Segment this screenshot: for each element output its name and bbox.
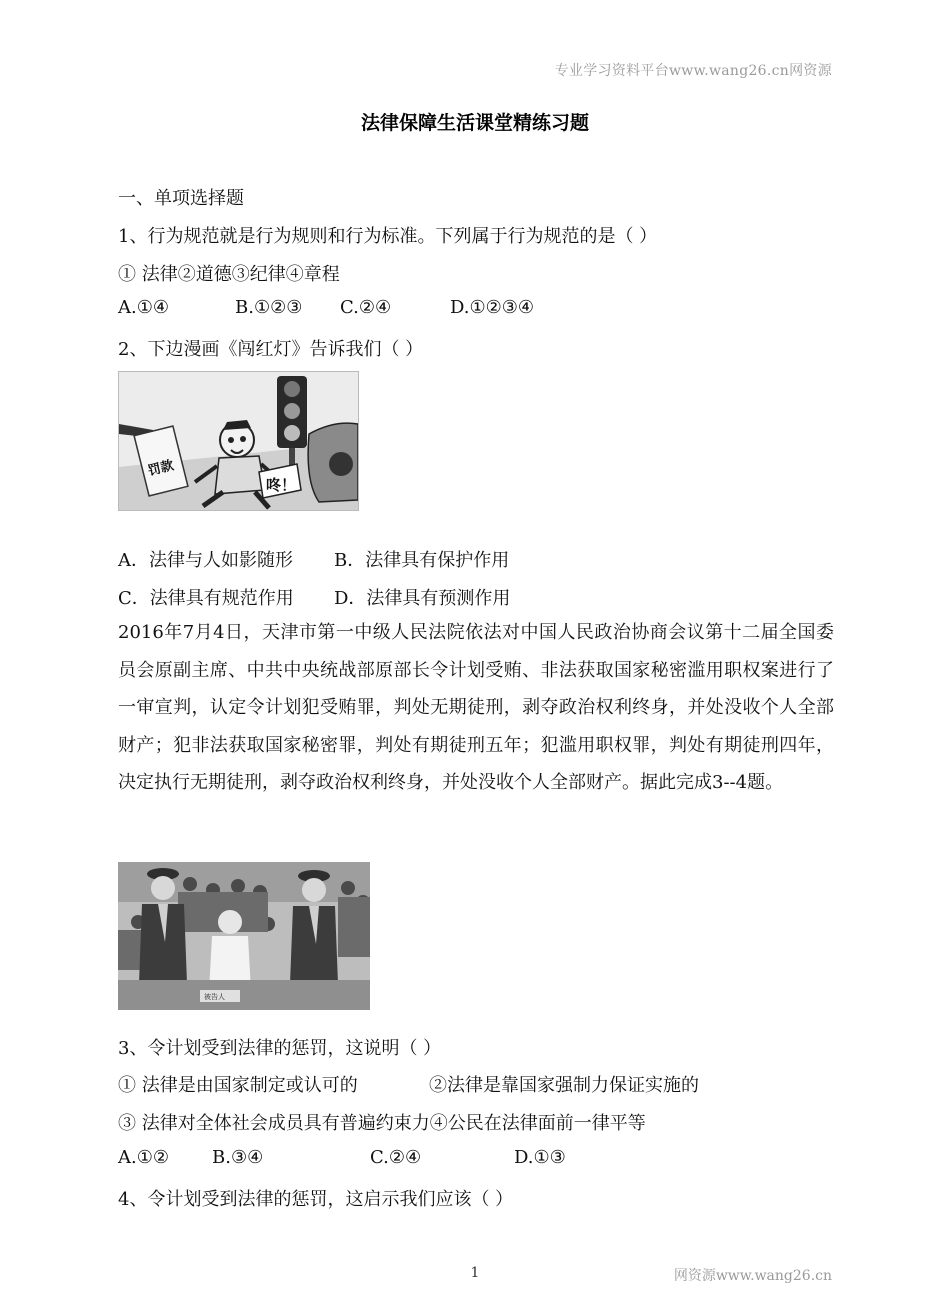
footer-site: 网资源www.wang26.cn [673,1268,832,1284]
q3-option-a: A.①② [118,1147,169,1168]
q3-option-b: B.③④ [212,1147,264,1168]
q2-options-row1 [118,546,509,572]
q3-option-c: C.②④ [370,1147,422,1168]
q3-stem: 3、令计划受到法律的惩罚，这说明（ ） [118,1038,442,1059]
q2-option-b: B．法律具有保护作用 [334,550,510,571]
q1-option-d: D.①②③④ [450,297,535,318]
cartoon-fine-text: 罚款 [146,458,176,480]
q2-option-c: C．法律具有规范作用 [118,588,294,609]
q2-stem: 2、下边漫画《闯红灯》告诉我们（ ） [118,339,424,360]
red-light-cartoon [118,371,359,511]
q1-option-a: A.①④ [118,297,169,318]
court-photo [118,862,370,1010]
q3-item-2: ②法律是靠国家强制力保证实施的 [429,1075,699,1096]
q2-option-a: A．法律与人如影随形 [118,550,293,571]
case-passage: 2016年7月4日，天津市第一中级人民法院依法对中国人民政治协商会议第十二届全国委员会原副主席、中共中央统战部原部长令计划受贿、非法获取国家秘密滥用职权案进行了一审宣判，认定令计划犯受贿罪，判处无期徒刑，剥夺政治权利终身，并处没收个人全部财产；犯非法获取国家秘密罪，判处有期徒刑五年；犯滥用职权罪，判处有期徒刑四年，决定执行无期徒刑，剥夺政治权利终身，并处没收个人全部财产。据此完成3--4题。 [118,622,834,794]
q3-items-row1 [118,1071,699,1097]
q1-stem: 1、行为规范就是行为规则和行为标准。下列属于行为规范的是（ ） [118,226,658,247]
header-watermark: 专业学习资料平台www.wang26.cn网资源 [554,63,832,79]
q4-stem: 4、令计划受到法律的惩罚，这启示我们应该（ ） [118,1189,514,1210]
q3-options [118,1147,566,1168]
q1-options [118,297,534,318]
page-number: 1 [470,1265,480,1281]
q1-items: ① 法律②道德③纪律④章程 [118,264,340,285]
q1-option-b: B.①②③ [235,297,303,318]
section-heading: 一、单项选择题 [118,188,244,209]
defendant-sign-text: 被告人 [204,993,225,1001]
page-title: 法律保障生活课堂精练习题 [360,112,589,134]
q2-options-row2 [118,584,510,610]
q3-option-d: D.①③ [514,1147,566,1168]
cartoon-crash-text: 咚！ [266,476,297,494]
q3-items-row2: ③ 法律对全体社会成员具有普遍约束力④公民在法律面前一律平等 [118,1113,646,1134]
q3-item-1: ① 法律是由国家制定或认可的 [118,1075,358,1096]
q2-option-d: D．法律具有预测作用 [334,588,511,609]
q1-option-c: C.②④ [340,297,392,318]
